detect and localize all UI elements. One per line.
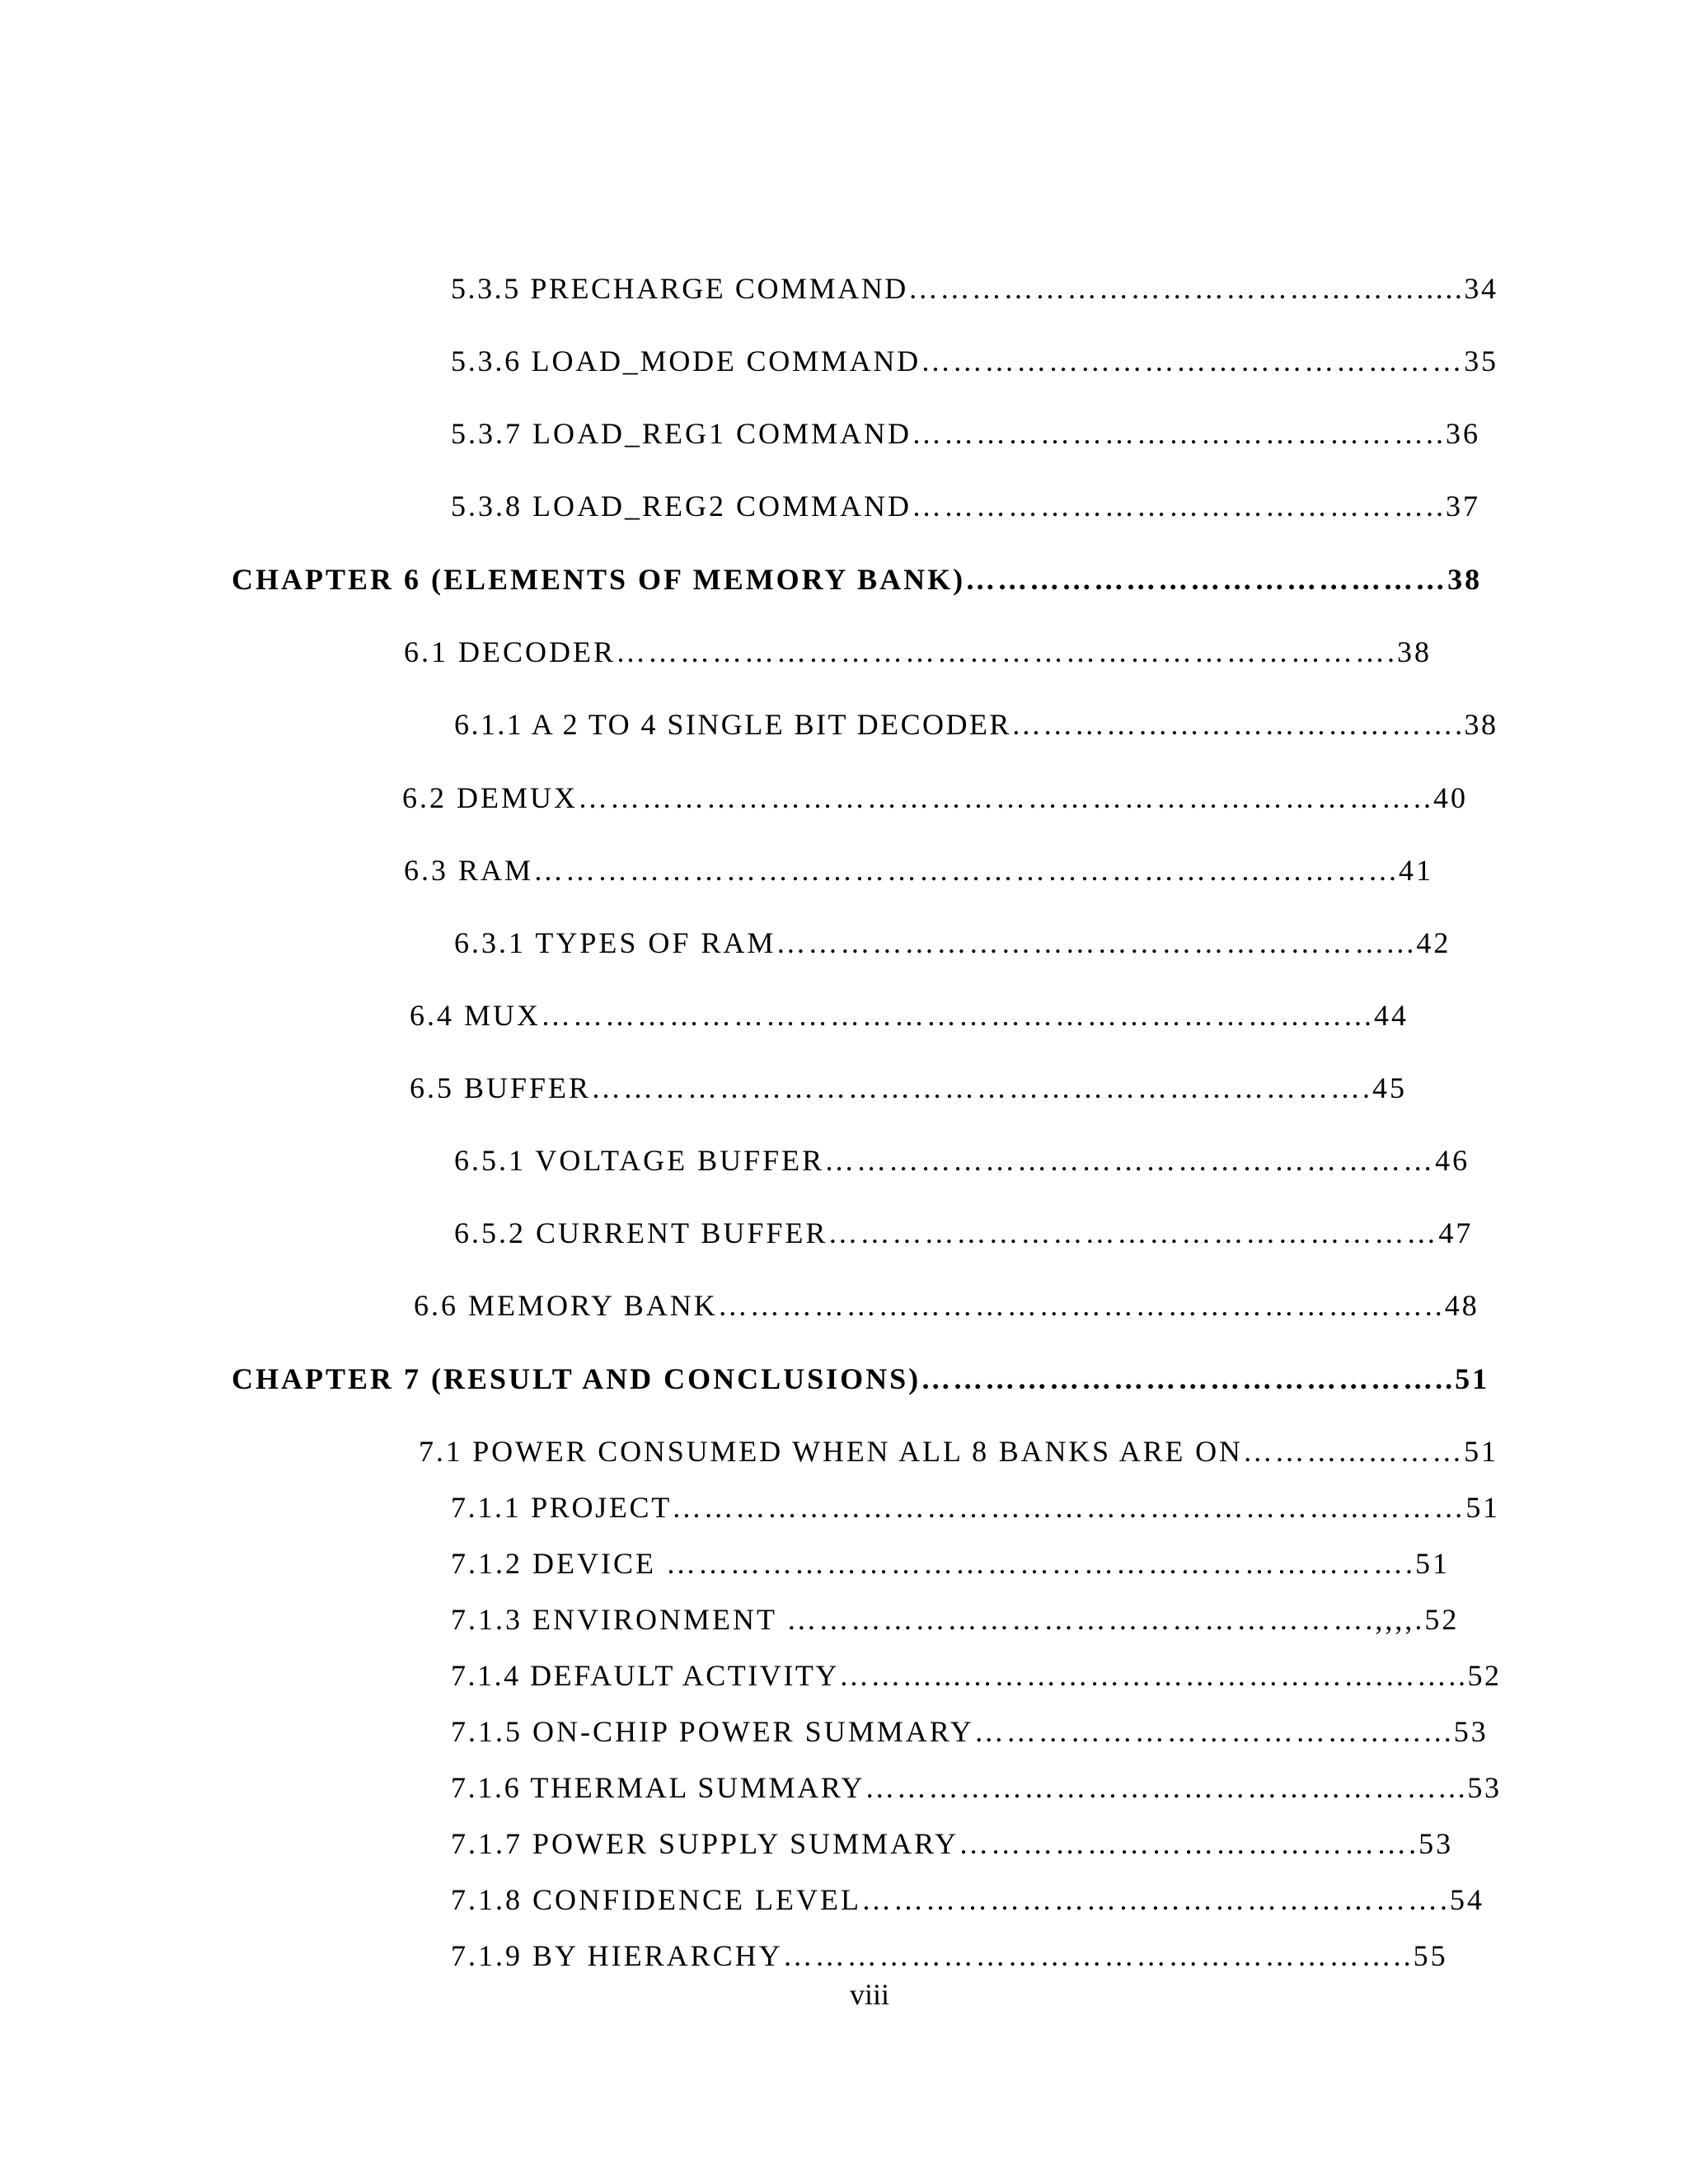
toc-entry-5-3-5: 5.3.5 PRECHARGE COMMAND………………………………………….....34 (451, 272, 1498, 305)
toc-entry-6-3-1: 6.3.1 TYPES OF RAM…………………………………………………...42 (454, 926, 1451, 959)
toc-chapter-6: CHAPTER 6 (ELEMENTS OF MEMORY BANK)………………………………………38 (232, 563, 1483, 596)
toc-entry-5-3-6: 5.3.6 LOAD_MODE COMMAND……………………………………………35 (451, 344, 1498, 377)
toc-entry-6-2: 6.2 DEMUX……………………………………………………………………..40 (402, 781, 1468, 814)
toc-entry-7-1-7: 7.1.7 POWER SUPPLY SUMMARY…………………………………….53 (451, 1827, 1454, 1860)
toc-entry-7-1: 7.1 POWER CONSUMED WHEN ALL 8 BANKS ARE ON………...………51 (419, 1435, 1498, 1468)
toc-entry-7-1-8: 7.1.8 CONFIDENCE LEVEL……………………………………………….54 (451, 1883, 1484, 1916)
toc-entry-6-5-1: 6.5.1 VOLTAGE BUFFER…………………………………………………46 (454, 1144, 1470, 1177)
toc-entry-6-5-2: 6.5.2 CURRENT BUFFER…………………………………………………47 (454, 1216, 1474, 1249)
page-number: viii (849, 1978, 889, 2011)
toc-chapter-7: CHAPTER 7 (RESULT AND CONCLUSIONS)…………………………………………..51 (232, 1362, 1490, 1395)
toc-entry-5-3-8: 5.3.8 LOAD_REG2 COMMAND…………………………………………..37 (451, 490, 1481, 523)
toc-entry-6-5: 6.5 BUFFER……………………………………………………………….45 (410, 1071, 1408, 1104)
toc-entry-6-1: 6.1 DECODER……………………………………………………………….38 (404, 635, 1432, 668)
toc-entry-6-4: 6.4 MUX…………………………………………………………………...44 (410, 999, 1409, 1032)
toc-entry-6-1-1: 6.1.1 A 2 TO 4 SINGLE BIT DECODER…………………………………….38 (454, 708, 1498, 741)
toc-entry-7-1-5: 7.1.5 ON-CHIP POWER SUMMARY……………………………………...53 (451, 1715, 1489, 1748)
toc-entry-7-1-9: 7.1.9 BY HIERARCHY…………………………………………………..55 (451, 1939, 1448, 1972)
toc-entry-7-1-1: 7.1.1 PROJECT………………………………………………………...………51 (451, 1491, 1500, 1524)
toc-entry-5-3-7: 5.3.7 LOAD_REG1 COMMAND…………………………………………..36 (451, 417, 1481, 450)
toc-entry-7-1-4: 7.1.4 DEFAULT ACTIVITY………...………………………………….……..52 (451, 1659, 1502, 1692)
toc-entry-6-6: 6.6 MEMORY BANK…………………………………………………………..48 (414, 1289, 1479, 1322)
toc-entry-7-1-3: 7.1.3 ENVIRONMENT ……………………………………………….,,,,.52 (451, 1603, 1460, 1636)
toc-entry-7-1-6: 7.1.6 THERMAL SUMMARY………………………………………………...53 (451, 1771, 1502, 1804)
toc-entry-7-1-2: 7.1.2 DEVICE …………………………………………………………….51 (451, 1547, 1450, 1580)
toc-entry-6-3: 6.3 RAM……………………………………………………………………...41 (404, 854, 1434, 887)
